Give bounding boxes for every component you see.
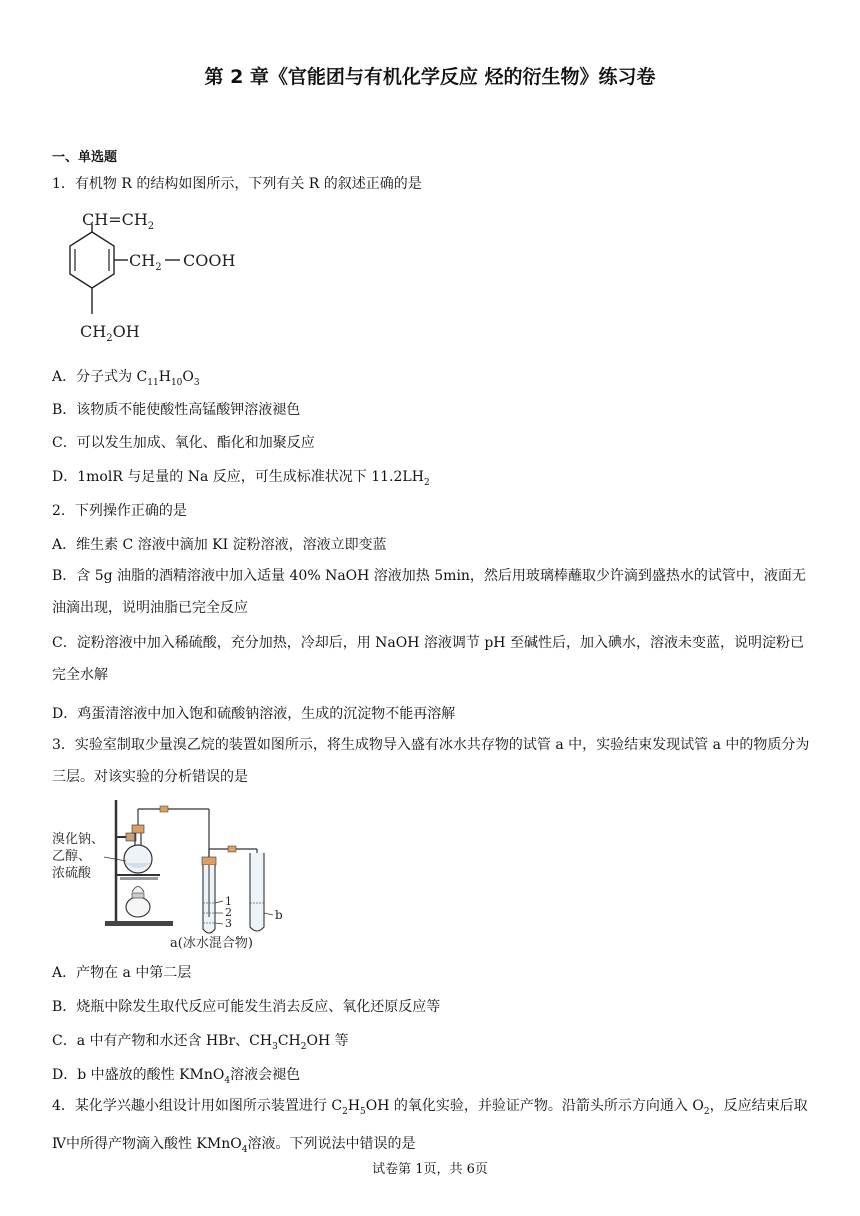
q1-a-text: H <box>158 369 171 385</box>
q1-a-sub: 3 <box>193 377 200 388</box>
q2-option-a: A．维生素 C 溶液中滴加 KI 淀粉溶液，溶液立即变蓝 <box>52 537 387 553</box>
q1-option-b: B．该物质不能使酸性高锰酸钾溶液褪色 <box>52 402 301 418</box>
svg-text:CH2 <box>129 251 162 273</box>
q3-c-text: CH <box>277 1033 301 1049</box>
q2-option-c: C．淀粉溶液中加入稀硫酸，充分加热，冷却后，用 NaOH 溶液调节 pH 至碱性后，加入碘水，溶液未变蓝，说明淀粉已完全水解 <box>52 635 804 683</box>
tube-a-caption: a(冰水混合物) <box>170 936 253 951</box>
q4-text: 溶液。下列说法中错误的是 <box>247 1135 416 1152</box>
section-heading: 一、单选题 <box>52 150 118 165</box>
q3-apparatus-diagram <box>52 797 302 952</box>
q1-option-a <box>52 366 200 388</box>
vinyl-label: CH=CH <box>82 210 148 229</box>
q3-c-sub: 3 <box>272 1041 278 1052</box>
q4-sub: 5 <box>360 1106 366 1117</box>
q4-text: 4．某化学兴趣小组设计用如图所示装置进行 C <box>52 1098 343 1114</box>
cooh-label: COOH <box>183 251 236 270</box>
ch2oh-subscript: 2 <box>106 333 113 344</box>
q4-sub: 4 <box>241 1144 248 1155</box>
page-title: 第 2 章《官能团与有机化学反应 烃的衍生物》练习卷 <box>204 66 656 88</box>
q1-option-c: C．可以发生加成、氧化、酯化和加聚反应 <box>52 435 315 451</box>
q3-d-text: 溶液会褪色 <box>230 1067 301 1083</box>
reagent-label-2: 乙醇、 <box>52 849 92 864</box>
svg-text:CH2OH <box>80 322 140 344</box>
q3-c-text: C．a 中有产物和水还含 HBr、CH <box>52 1033 273 1049</box>
q3-d-sub: 4 <box>224 1075 231 1086</box>
q3-option-b: B．烧瓶中除发生取代反应可能发生消去反应、氧化还原反应等 <box>52 999 441 1015</box>
ch2oh-label-b: OH <box>112 322 140 341</box>
ch2-label: CH <box>129 251 156 270</box>
q4-stem <box>52 1090 810 1166</box>
q1-stem: 1．有机物 R 的结构如图所示，下列有关 R 的叙述正确的是 <box>52 176 422 192</box>
layer-label-2: 2 <box>225 906 232 919</box>
q4-sub: 2 <box>703 1106 710 1117</box>
q1-option-d <box>52 466 430 488</box>
q1-a-sub: 10 <box>170 377 183 388</box>
q1-d-sub: 2 <box>423 477 430 488</box>
q1-a-sub: 11 <box>147 377 159 388</box>
reagent-label-3: 浓硫酸 <box>52 866 92 881</box>
q4-text: ，反应结束后取Ⅳ中所得产物滴入酸性 KMnO <box>52 1098 808 1152</box>
q4-text: OH 的氧化实验，并验证产物。沿箭头所示方向通入 O <box>365 1098 704 1114</box>
q2-option-b: B．含 5g 油脂的酒精溶液中加入适量 40% NaOH 溶液加热 5min，然后用玻璃棒蘸取少许滴到盛热水的试管中，液面无油滴出现，说明油脂已完全反应 <box>52 568 806 616</box>
vinyl-subscript: 2 <box>147 221 155 232</box>
q1-d-text: D．1molR 与足量的 Na 反应，可生成标准状况下 11.2LH <box>52 469 424 485</box>
reagent-label-1: 溴化钠、 <box>52 832 105 847</box>
q2-option-d: D．鸡蛋清溶液中加入饱和硫酸钠溶液，生成的沉淀物不能再溶解 <box>52 706 456 722</box>
q3-stem: 3．实验室制取少量溴乙烷的装置如图所示，将生成物导入盛有冰水共存物的试管 a 中，实验结束发现试管 a 中的物质分为三层。对该实验的分析错误的是 <box>52 737 810 785</box>
layer-label-1: 1 <box>225 895 232 908</box>
ch2oh-label-a: CH <box>80 322 107 341</box>
page-footer: 试卷第 1页，共 6页 <box>372 1162 488 1177</box>
q3-option-d <box>52 1064 300 1086</box>
q3-d-text: D．b 中盛放的酸性 KMnO <box>52 1067 225 1083</box>
q3-c-text: OH 等 <box>306 1033 349 1049</box>
q3-option-a: A．产物在 a 中第二层 <box>52 965 192 981</box>
q4-sub: 2 <box>342 1106 348 1117</box>
q4-text: H <box>347 1098 361 1114</box>
q2-stem: 2．下列操作正确的是 <box>52 503 187 519</box>
q1-a-text: O <box>182 369 194 385</box>
ch2-subscript: 2 <box>155 262 162 273</box>
q1-a-text: A．分子式为 C <box>52 369 148 385</box>
layer-label-3: 3 <box>225 917 232 930</box>
q3-c-sub: 2 <box>300 1041 307 1052</box>
svg-text:CH=CH2 <box>82 210 154 232</box>
q1-structure-diagram <box>52 204 262 344</box>
tube-b-label: b <box>275 908 283 922</box>
q3-option-c <box>52 1030 349 1052</box>
